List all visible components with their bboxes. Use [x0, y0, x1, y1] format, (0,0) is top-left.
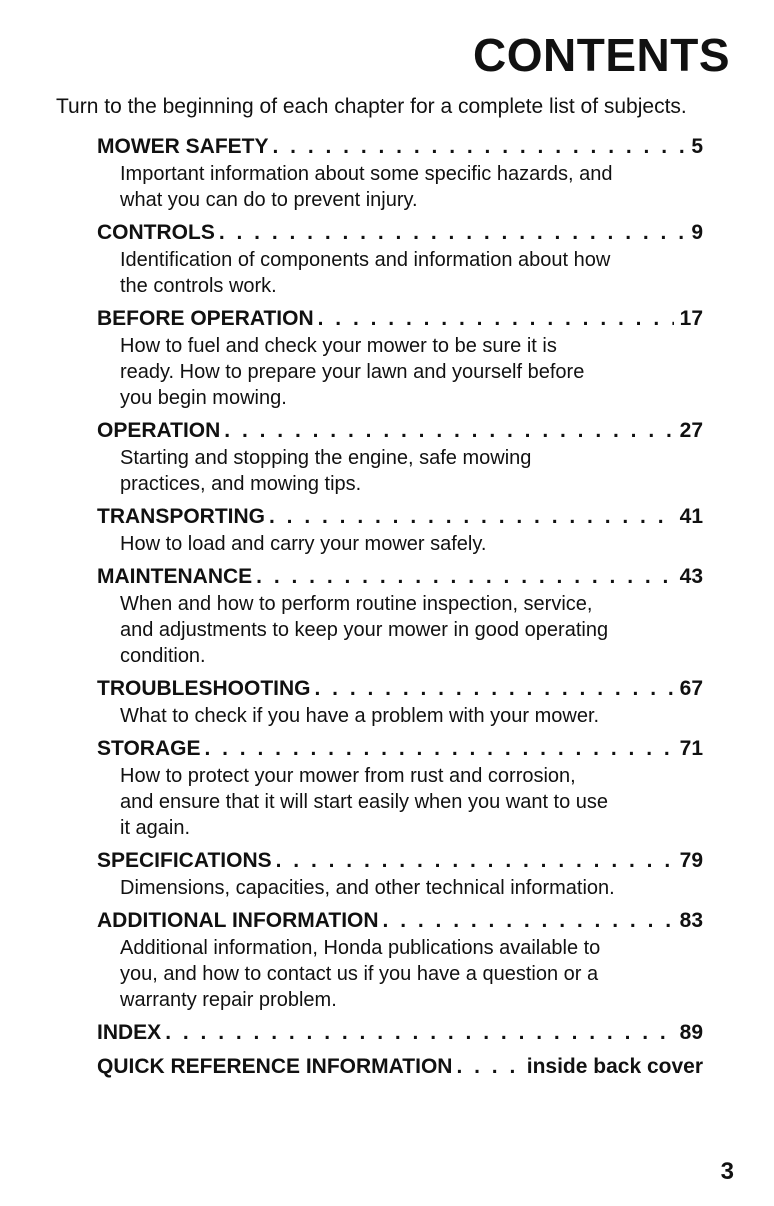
- page-number: 3: [720, 1158, 734, 1185]
- toc-entry[interactable]: [97, 563, 703, 669]
- toc-entry[interactable]: [97, 1019, 703, 1047]
- page-title: CONTENTS: [473, 29, 730, 81]
- toc-entry-title: SPECIFICATIONS: [97, 849, 272, 872]
- toc-entry-title: ADDITIONAL INFORMATION: [97, 909, 379, 932]
- dot-leader: [224, 417, 673, 445]
- toc-entry-title: CONTROLS: [97, 221, 215, 244]
- dot-leader: [273, 133, 686, 161]
- toc-entry-title: INDEX: [97, 1021, 162, 1044]
- toc-entry-description: Important information about some specific hazards, and what you can do to prevent injury.: [120, 163, 613, 211]
- toc-entry-title: OPERATION: [97, 419, 221, 442]
- toc-entry-page: 41: [679, 505, 703, 528]
- toc-entry-page: 9: [691, 221, 703, 244]
- toc-entry[interactable]: [97, 735, 703, 841]
- dot-leader: [276, 847, 674, 875]
- toc-entry-page: 67: [679, 677, 703, 700]
- toc-entry[interactable]: [97, 847, 703, 901]
- toc-entry-description: Starting and stopping the engine, safe mowing practices, and mowing tips.: [120, 447, 532, 495]
- dot-leader: [318, 305, 674, 333]
- toc-entry[interactable]: [97, 305, 703, 411]
- toc-entry[interactable]: [97, 417, 703, 497]
- toc-entry[interactable]: [97, 907, 703, 1013]
- dot-leader: [269, 503, 674, 531]
- toc-entry-title: MOWER SAFETY: [97, 135, 269, 158]
- dot-leader: [204, 735, 673, 763]
- toc-entry-page: 83: [679, 909, 703, 932]
- toc-entry-page: 71: [679, 737, 703, 760]
- intro-text: Turn to the beginning of each chapter for a complete list of subjects.: [56, 95, 687, 118]
- toc-entry-description: How to load and carry your mower safely.: [120, 533, 487, 555]
- toc-entry-title: QUICK REFERENCE INFORMATION: [97, 1055, 453, 1078]
- toc-entry-description: Dimensions, capacities, and other technical information.: [120, 877, 615, 899]
- toc-entry[interactable]: [97, 503, 703, 557]
- toc-entry-title: BEFORE OPERATION: [97, 307, 314, 330]
- toc-entry-page: 17: [679, 307, 703, 330]
- dot-leader: [315, 675, 674, 703]
- toc-entry-page: 43: [679, 565, 703, 588]
- toc-entry-description: How to protect your mower from rust and corrosion, and ensure that it will start easily when you want to use it again.: [120, 765, 609, 839]
- toc-entry-page: 5: [691, 135, 703, 158]
- toc-entry-description: Additional information, Honda publications available to you, and how to contact us if you have a question or a warranty repair problem.: [120, 937, 601, 1011]
- dot-leader: [256, 563, 673, 591]
- toc-entry-title: STORAGE: [97, 737, 201, 760]
- toc-entry-page: 89: [679, 1021, 703, 1044]
- toc-entry-description: How to fuel and check your mower to be sure it is ready. How to prepare your lawn and yourself before you begin mowing.: [120, 335, 585, 409]
- toc-entry-page: inside back cover: [526, 1055, 703, 1078]
- toc-entry-description: Identification of components and information about how the controls work.: [120, 249, 611, 297]
- table-of-contents: [97, 133, 703, 1087]
- toc-entry-title: TRANSPORTING: [97, 505, 265, 528]
- toc-entry[interactable]: [97, 1053, 703, 1081]
- toc-entry-page: 27: [679, 419, 703, 442]
- toc-entry-description: When and how to perform routine inspection, service, and adjustments to keep your mower in good operating condition.: [120, 593, 609, 667]
- toc-entry-title: TROUBLESHOOTING: [97, 677, 311, 700]
- dot-leader: [165, 1019, 673, 1047]
- toc-entry-title: MAINTENANCE: [97, 565, 253, 588]
- dot-leader: [383, 907, 674, 935]
- toc-entry[interactable]: [97, 133, 703, 213]
- toc-entry[interactable]: [97, 675, 703, 729]
- toc-entry-description: What to check if you have a problem with your mower.: [120, 705, 600, 727]
- toc-entry[interactable]: [97, 219, 703, 299]
- dot-leader: [456, 1053, 520, 1081]
- toc-entry-page: 79: [679, 849, 703, 872]
- dot-leader: [219, 219, 685, 247]
